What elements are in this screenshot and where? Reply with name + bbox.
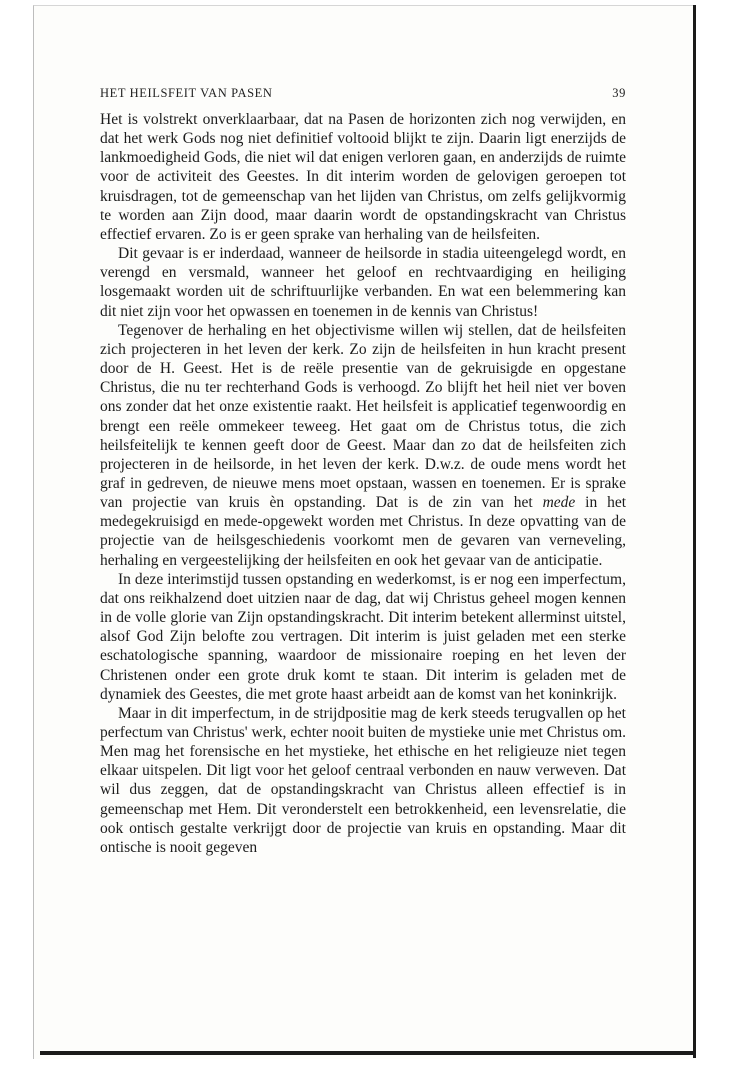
running-title: HET HEILSFEIT VAN PASEN <box>100 86 273 100</box>
page-edge-right <box>693 5 696 1058</box>
paragraph-4: In deze interimstijd tussen opstanding en wederkomst, is er nog een imperfectum, dat ons reikhalzend doet uitzien naar de dag, dat wij Christus geheel mogen kennen in de volle glorie van Zijn opstandingskracht. Dit interim betekent allerminst uitstel, alsof God Zijn belofte zou vertragen. Dit interim is juist geladen met een sterke eschatologische spanning, waardoor de missionaire roeping en het leven der Christenen onder een grote druk komt te staan. Dit interim is geladen met de dynamiek des Geestes, die met grote haast arbeidt aan de komst van het koninkrijk. <box>100 570 626 703</box>
paragraph-3-text-a: Tegenover de herhaling en het objectivisme willen wij stellen, dat de heilsfeiten zich projecteren in het leven der kerk. Zo zijn de heilsfeiten in hun kracht present door de H. Geest. Het is de reële presentie van de gekruisigde en opgestane Christus, die nu ter rechterhand Gods is verhoogd. Zo blijft het heil niet ver boven ons zonder dat het onze existentie raakt. Het heilsfeit is applicatief tegenwoordig en brengt een reële ommekeer teweeg. Het gaat om de Christus totus, die zich heilsfeitelijk te kennen geeft door de Geest. Maar dan zo dat de heilsfeiten zich projecteren in de heilsorde, in het leven der kerk. D.w.z. de oude mens wordt het graf in gedreven, de nieuwe mens moet opstaan, wassen en toenemen. Er is sprake van projectie van kruis èn opstanding. Dat is de zin van het <box>100 321 626 512</box>
italic-word-mede: mede <box>542 494 576 512</box>
paragraph-2: Dit gevaar is er inderdaad, wanneer de heilsorde in stadia uiteengelegd wordt, en verengd en versmald, wanneer het geloof en rechtvaardiging en heiliging losgemaakt worden uit de schriftuurlijke verbanden. En wat een belemmering kan dit niet zijn voor het opwassen en toenemen in de kennis van Christus! <box>100 245 626 320</box>
paragraph-5: Maar in dit imperfectum, in de strijdpositie mag de kerk steeds terugvallen op het perfectum van Christus' werk, echter nooit buiten de mystieke unie met Christus om. Men mag het forensische en het mystieke, het ethische en het religieuze niet tegen elkaar uitspelen. Dit ligt voor het geloof centraal verbonden en nauw verweven. Dat wil dus zeggen, dat de opstandingskracht van Christus alleen effectief is in gemeenschap met Hem. Dit veronderstelt een betrokkenheid, een levensrelatie, die ook ontisch gestalte verkrijgt door de projectie van kruis en opstanding. Maar dit ontische is nooit gegeven <box>100 704 626 856</box>
paragraph-1: Het is volstrekt onverklaarbaar, dat na Pasen de horizonten zich nog verwijden, en dat het werk Gods nog niet definitief voltooid blijkt te zijn. Daarin ligt enerzijds de lankmoedigheid Gods, die niet wil dat enigen verloren gaan, en anderzijds de ruimte voor de activiteit des Geestes. In dit interim worden de gelovigen geroepen tot kruisdragen, tot de gemeenschap van het lijden van Christus, om zelfs gelijkvormig te worden aan Zijn dood, maar daarin wordt de opstandingskracht van Christus effectief ervaren. Zo is er geen sprake van herhaling van de heilsfeiten. <box>100 111 626 243</box>
body-text <box>100 110 626 857</box>
paragraph-3 <box>100 321 626 570</box>
running-header <box>100 86 626 101</box>
page-edge-bottom <box>40 1051 696 1055</box>
paragraph-3-text-b: in het medegekruisigd en mede-opgewekt worden met Christus. In deze opvatting van de projectie van de heilsgeschiedenis voorkomt men de gevaren van verneveling, herhaling en vergeestelijking der heilsfeiten en ook het gevaar van de anticipatie. <box>100 494 626 569</box>
page-number: 39 <box>612 86 626 100</box>
